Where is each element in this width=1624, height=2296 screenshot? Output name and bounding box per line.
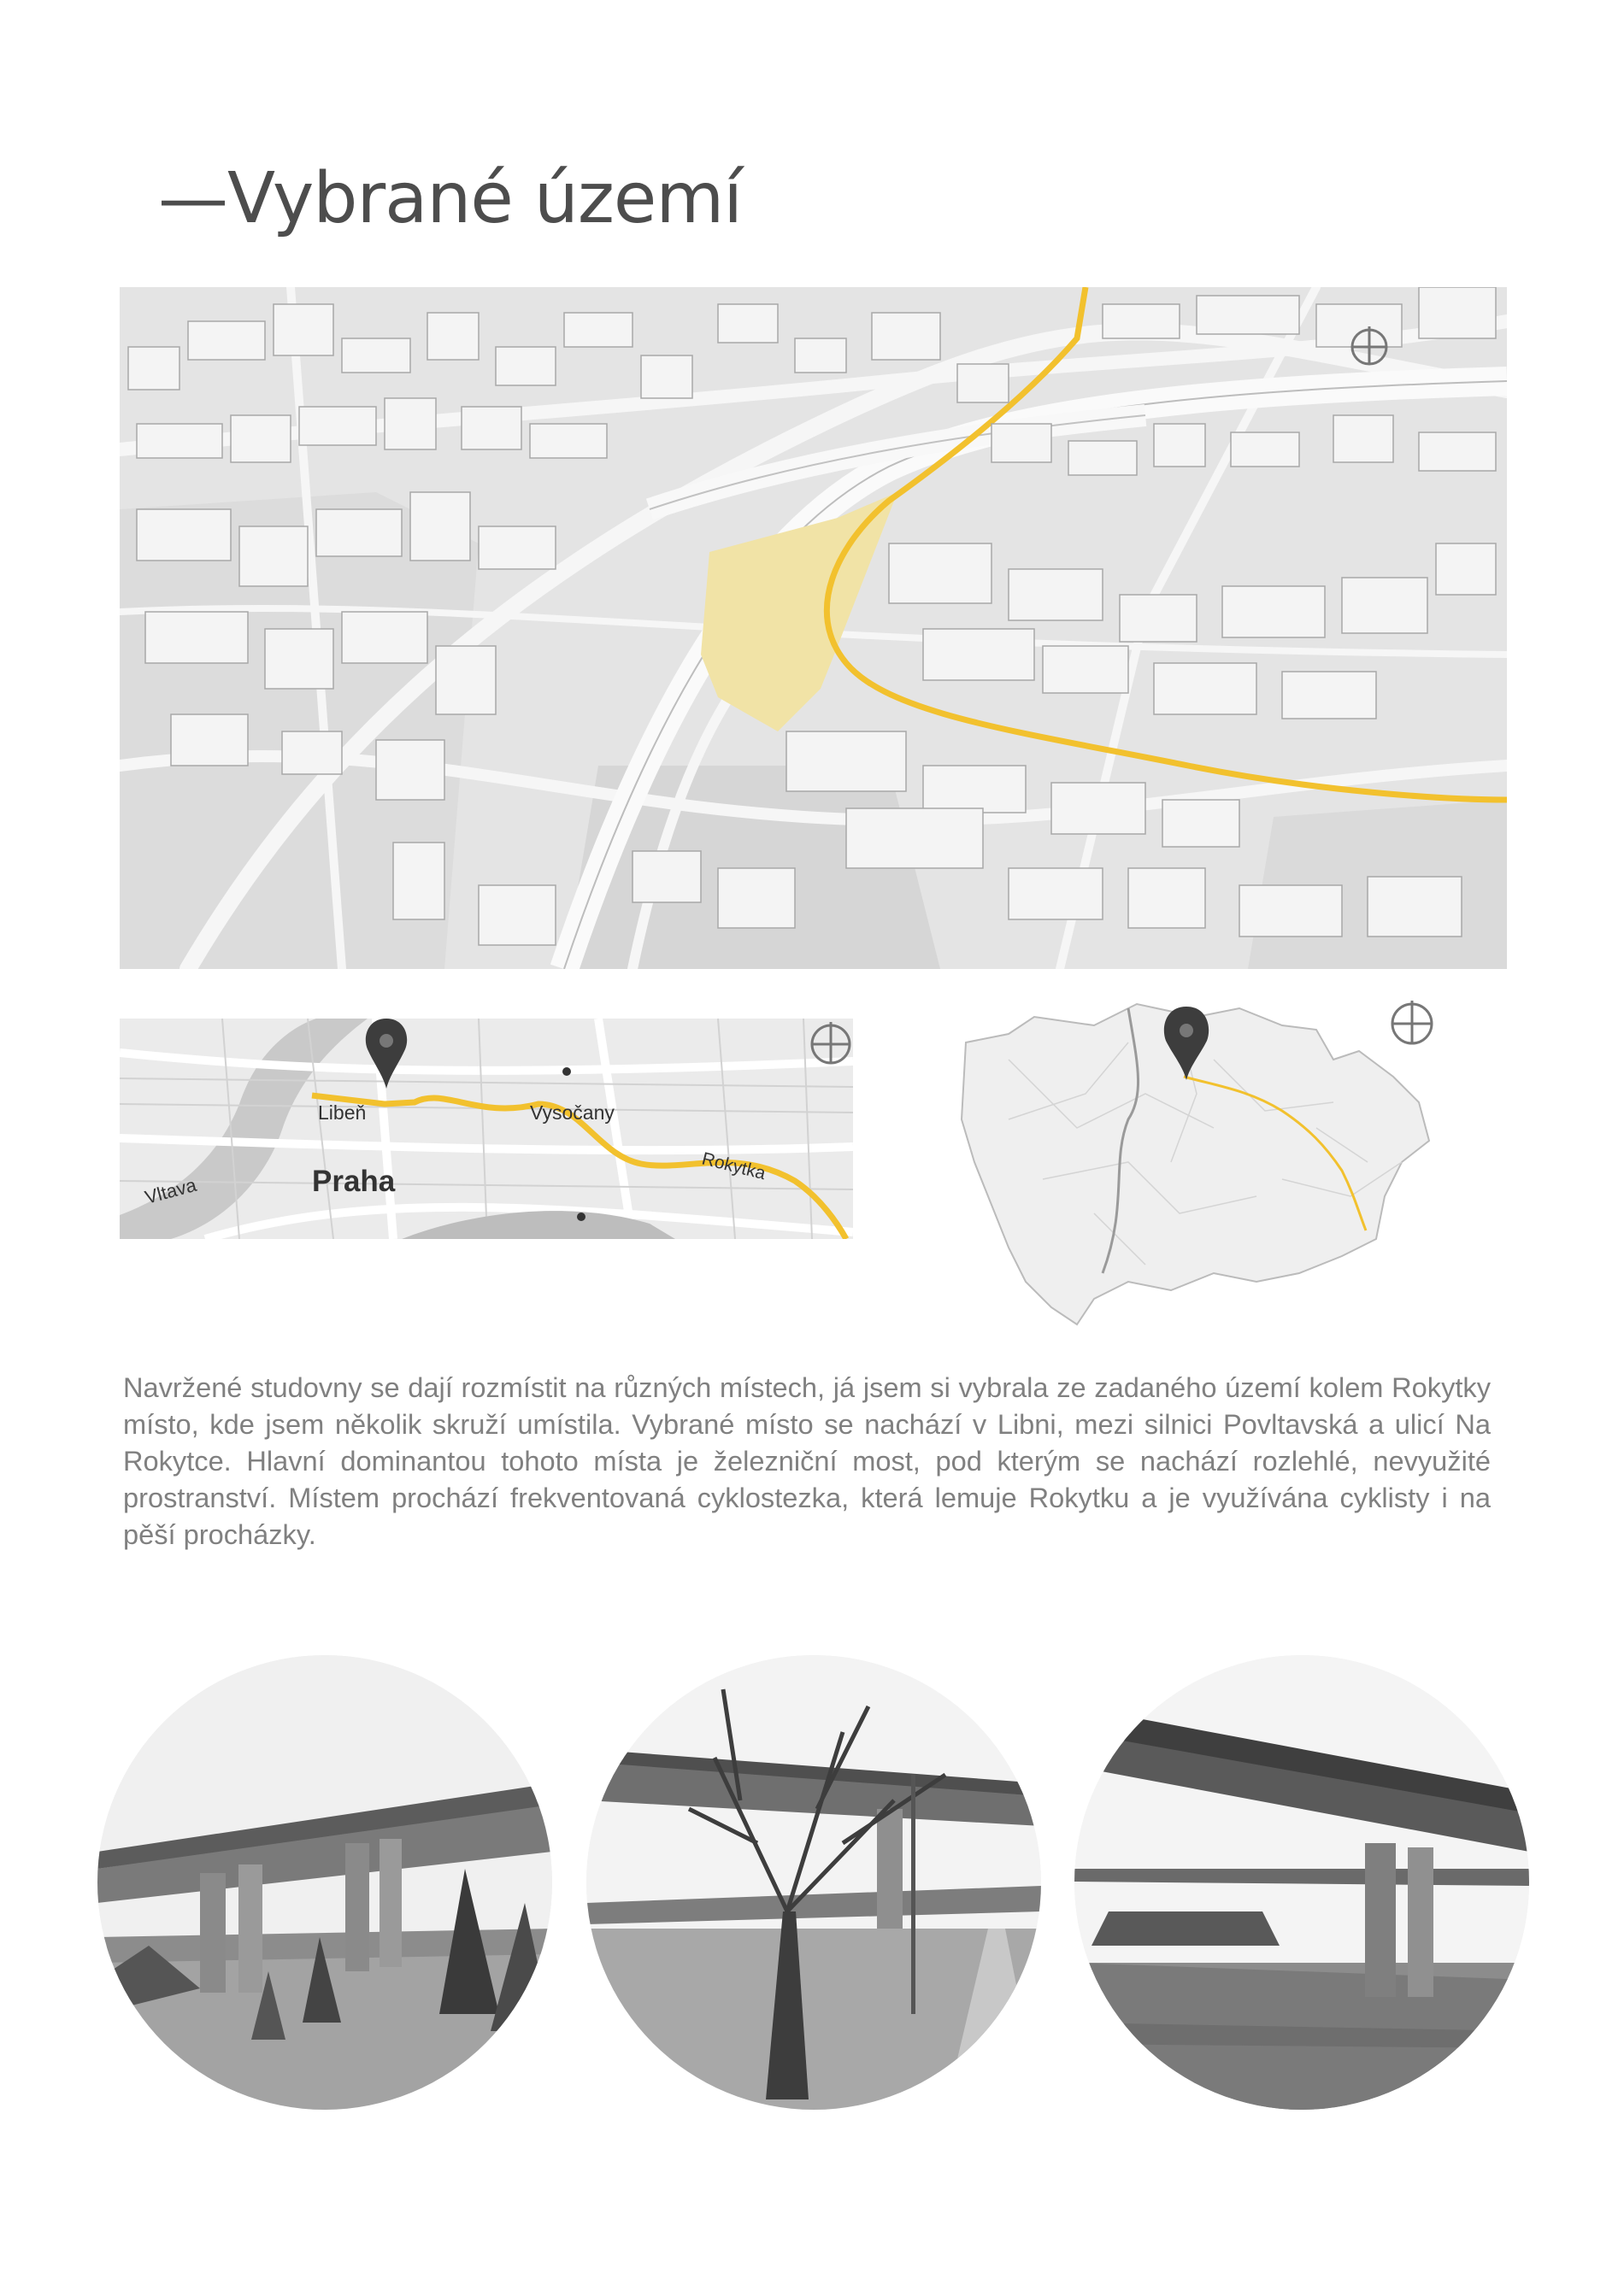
label-liben: Libeň [318,1101,367,1124]
site-description: Navržené studovny se dají rozmístit na různých místech, já jsem si vybrala ze zadaného území kolem Rokytky místo, kde jsem několik skruží umístila. Vybrané místo se nachází v Libni, mezi silnici Povltavská a ulicí Na Rokytce. Hlavní dominantou tohoto místa je železniční most, pod kterým se nachází rozlehlé, nevyužité prostranství. Místem prochází frekventovaná cyklostezka, která lemuje Rokytku a je využívána cyklisty i na pěší procházky. [123,1371,1491,1550]
street-map [120,1019,853,1239]
label-praha: Praha [312,1165,396,1198]
aerial-site-map [120,287,1507,969]
compass-icon [1392,1001,1432,1043]
photo-bridge-underpass [1074,1655,1529,2110]
label-vltava: Vltava [142,1173,199,1208]
label-rokytka: Rokytka [699,1148,768,1184]
page-title: —Vybrané území [158,158,743,239]
photo-bridge-lawn [97,1655,552,2110]
photo-tree-path [586,1655,1041,2110]
city-outline-map [957,991,1449,1333]
label-vysocany: Vysočany [530,1101,615,1124]
